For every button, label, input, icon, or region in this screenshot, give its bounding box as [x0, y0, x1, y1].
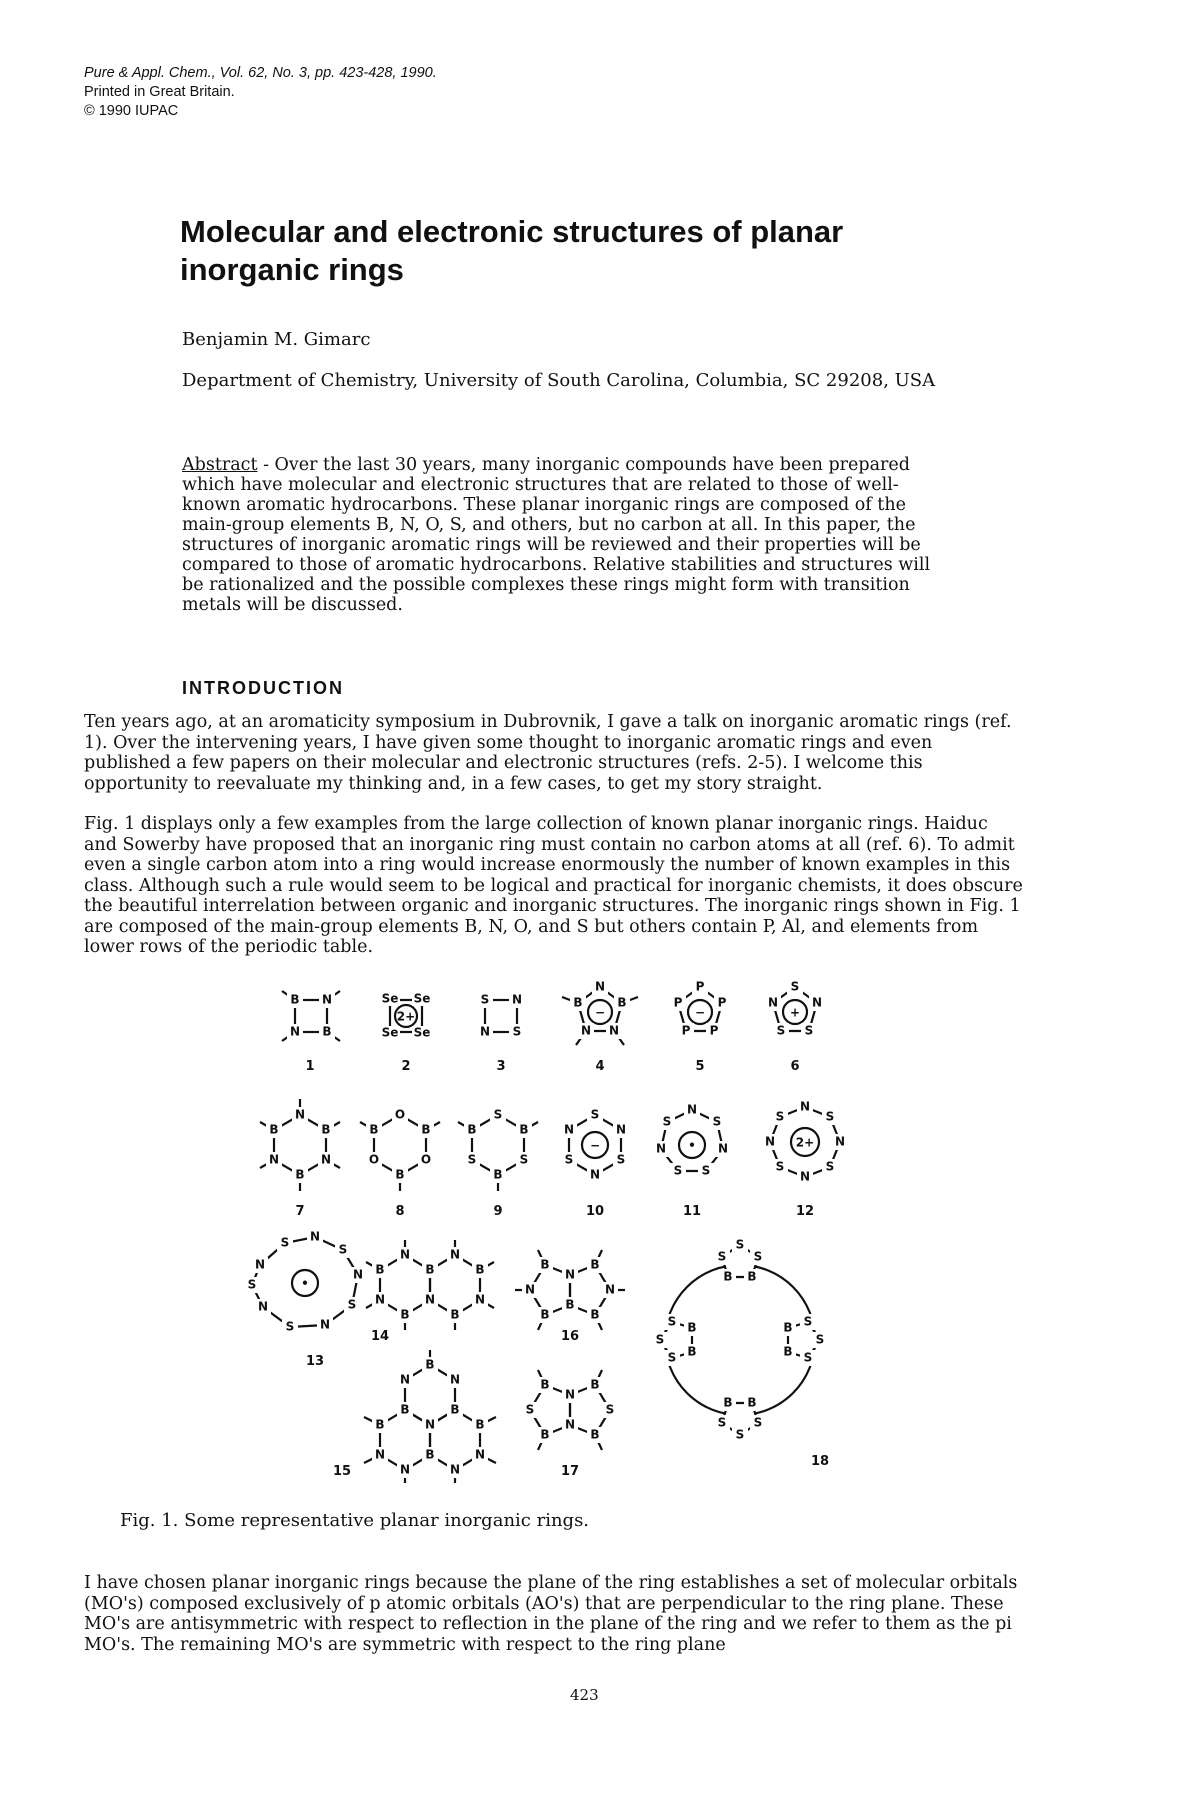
body-paragraph: I have chosen planar inorganic rings because the plane of the ring establishes a set of molecular orbitals (MO's) composed exclusively of p atomic orbitals (AO's) that are perpendicular to the ring plane. These MO's are antisymmetric with respect to reflection in the plane of the ring and we refer to them as the pi MO's. The remaining MO's are symmetric with respect to the ring plane — [84, 1573, 1018, 1655]
structure-3 — [477, 992, 525, 1040]
structure-4 — [562, 979, 638, 1045]
structure-number: 8 — [395, 1204, 405, 1219]
intro-paragraph-2: Fig. 1 displays only a few examples from the large collection of known planar inorganic rings. Haiduc and Sowerby have proposed that an inorganic ring must contain no carbon atoms at all (ref. 6). To admit even a single carbon atom into a ring would increase enormously the number of known examples in this class. Although such a rule would seem to be logical and practical for inorganic chemists, it does obscure the beautiful interrelation between organic and inorganic structures. The inorganic rings shown in Fig. 1 are composed of the main-group elements B, N, O, and S but others contain P, Al, and elements from lower rows of the periodic table. — [84, 814, 1023, 957]
atom-label: S — [776, 1023, 786, 1038]
structure-number: 9 — [493, 1204, 503, 1219]
atom-label: B — [590, 1377, 600, 1392]
copyright: © 1990 IUPAC — [84, 103, 179, 119]
atom-label: B — [369, 1122, 379, 1137]
structure-number: 3 — [496, 1059, 506, 1074]
atom-label: B — [540, 1257, 550, 1272]
printed-location: Printed in Great Britain. — [84, 84, 235, 100]
atom-label: N — [834, 1134, 846, 1149]
atom-label: S — [605, 1402, 615, 1417]
structure-9 — [458, 1107, 538, 1191]
atom-label: N — [511, 992, 523, 1007]
page-number: 423 — [570, 1686, 599, 1704]
atom-label: S — [717, 1415, 727, 1430]
atom-label: B — [783, 1320, 793, 1335]
atom-label: O — [394, 1107, 406, 1122]
atom-label: P — [709, 1023, 719, 1038]
ring-charge: − — [694, 1005, 706, 1020]
fused-ring-left — [652, 1314, 700, 1366]
atom-label: S — [825, 1109, 835, 1124]
abstract-heading: Abstract — [182, 455, 258, 475]
structure-5 — [670, 979, 730, 1039]
atom-label: B — [723, 1269, 733, 1284]
structure-13 — [244, 1229, 366, 1335]
atom-label: N — [321, 992, 333, 1007]
ring-charge: • — [301, 1276, 309, 1291]
atom-label: B — [493, 1167, 503, 1182]
ring-charge: − — [594, 1005, 606, 1020]
atom-label: B — [375, 1417, 385, 1432]
atom-label: N — [399, 1462, 411, 1477]
atom-label: S — [467, 1152, 477, 1167]
atom-label: S — [285, 1319, 295, 1334]
atom-label: S — [717, 1249, 727, 1264]
atom-label: B — [617, 995, 627, 1010]
atom-label: N — [604, 1282, 616, 1297]
atom-label: N — [594, 979, 606, 994]
intro-paragraph-1: Ten years ago, at an aromaticity symposium in Dubrovnik, I gave a talk on inorganic aromatic rings (ref. 1). Over the intervening years, I have given some thought to inorganic aromatic rings and even published a few papers on their molecular and electronic structures (refs. 2-5). I welcome this opportunity to reevaluate my thinking and, in a few cases, to get my story straight. — [84, 712, 1012, 794]
atom-label: S — [667, 1314, 677, 1329]
atom-label: O — [368, 1152, 380, 1167]
atom-label: B — [421, 1122, 431, 1137]
structure-15 — [364, 1350, 496, 1483]
atom-label: S — [667, 1350, 677, 1365]
abstract — [182, 455, 952, 615]
atom-label: P — [673, 995, 683, 1010]
atom-label: S — [775, 1159, 785, 1174]
atom-label: B — [425, 1357, 435, 1372]
atom-label: N — [564, 1387, 576, 1402]
structure-number: 5 — [695, 1059, 705, 1074]
atom-label: S — [564, 1152, 574, 1167]
atom-label: B — [565, 1297, 575, 1312]
atom-label: S — [753, 1249, 763, 1264]
atom-label: B — [590, 1307, 600, 1322]
atom-label: P — [681, 1023, 691, 1038]
atom-label: S — [493, 1107, 503, 1122]
atom-label: N — [449, 1247, 461, 1262]
atom-label: S — [616, 1152, 626, 1167]
atom-label: S — [480, 992, 490, 1007]
atom-label: N — [268, 1152, 280, 1167]
atom-label: S — [712, 1114, 722, 1129]
atom-label: N — [764, 1134, 776, 1149]
figure-caption: Fig. 1. Some representative planar inorganic rings. — [120, 1510, 590, 1531]
atom-label: N — [564, 1417, 576, 1432]
abstract-text: - Over the last 30 years, many inorganic compounds have been prepared which have molecular and electronic structures that are related to those of well-known aromatic hydrocarbons. These planar inorganic rings are composed of the main-group elements B, N, O, S, and others, but no carbon at all. In this paper, the structures of inorganic aromatic rings will be reviewed and their properties will be compared to those of aromatic hydrocarbons. Relative stabilities and structures will be rationalized and the possible complexes these rings might form with transition metals will be discussed. — [182, 455, 931, 615]
atom-label: N — [289, 1024, 301, 1039]
atom-label: N — [254, 1257, 266, 1272]
structure-14 — [366, 1240, 494, 1330]
atom-label: S — [347, 1297, 357, 1312]
atom-label: B — [475, 1417, 485, 1432]
atom-label: B — [400, 1402, 410, 1417]
atom-label: Se — [413, 991, 431, 1006]
atom-label: N — [319, 1317, 331, 1332]
atom-label: N — [615, 1122, 627, 1137]
atom-label: B — [450, 1402, 460, 1417]
structure-1 — [282, 991, 340, 1041]
atom-label: Se — [381, 991, 399, 1006]
atom-label: N — [608, 1023, 620, 1038]
atom-label: Se — [381, 1025, 399, 1040]
atom-label: S — [735, 1427, 745, 1442]
atom-label: B — [395, 1167, 405, 1182]
paper-title: Molecular and electronic structures of planar inorganic rings — [180, 214, 844, 287]
atom-label: S — [753, 1415, 763, 1430]
structure-number: 18 — [810, 1454, 830, 1469]
atom-label: N — [374, 1447, 386, 1462]
atom-label: B — [540, 1377, 550, 1392]
structure-number: 15 — [332, 1464, 352, 1479]
structure-number: 1 — [305, 1059, 315, 1074]
atom-label: B — [590, 1257, 600, 1272]
atom-label: S — [673, 1163, 683, 1178]
atom-label: N — [580, 1023, 592, 1038]
atom-label: S — [519, 1152, 529, 1167]
structure-number: 11 — [682, 1204, 702, 1219]
structure-12 — [762, 1099, 848, 1185]
ring-charge: 2+ — [795, 1135, 815, 1150]
atom-label: N — [257, 1299, 269, 1314]
section-heading-introduction: INTRODUCTION — [182, 678, 344, 698]
atom-label: N — [524, 1282, 536, 1297]
atom-label: S — [247, 1277, 257, 1292]
structure-number: 6 — [790, 1059, 800, 1074]
atom-label: N — [294, 1107, 306, 1122]
structure-18 — [650, 1235, 830, 1443]
atom-label: N — [474, 1292, 486, 1307]
atom-label: N — [799, 1099, 811, 1114]
atom-label: B — [322, 1024, 332, 1039]
atom-label: B — [747, 1269, 757, 1284]
ring-charge: − — [589, 1138, 601, 1153]
atom-label: B — [540, 1427, 550, 1442]
atom-label: P — [717, 995, 727, 1010]
atom-label: N — [799, 1169, 811, 1184]
atom-label: N — [474, 1447, 486, 1462]
structure-number: 12 — [795, 1204, 815, 1219]
atom-label: S — [803, 1314, 813, 1329]
structure-number: 16 — [560, 1329, 580, 1344]
atom-label: N — [767, 995, 779, 1010]
atom-label: N — [717, 1141, 729, 1156]
structure-6 — [765, 979, 825, 1039]
atom-label: N — [686, 1102, 698, 1117]
atom-label: B — [519, 1122, 529, 1137]
ring-charge: + — [789, 1005, 801, 1020]
atom-label: S — [804, 1023, 814, 1038]
structure-11 — [653, 1102, 731, 1179]
atom-label: P — [695, 979, 705, 994]
atom-label: N — [424, 1417, 436, 1432]
atom-label: B — [269, 1122, 279, 1137]
structure-number: 2 — [401, 1059, 411, 1074]
atom-label: S — [662, 1114, 672, 1129]
structure-8 — [360, 1107, 440, 1191]
atom-label: N — [399, 1372, 411, 1387]
structure-number: 14 — [370, 1329, 390, 1344]
atom-label: N — [449, 1372, 461, 1387]
atom-label: B — [540, 1307, 550, 1322]
journal-citation: Pure & Appl. Chem., Vol. 62, No. 3, pp. 423-428, 1990. — [84, 65, 437, 81]
atom-label: B — [425, 1262, 435, 1277]
structure-17 — [522, 1370, 618, 1450]
atom-label: B — [400, 1307, 410, 1322]
author: Benjamin M. Gimarc — [182, 329, 371, 350]
journal-header — [84, 64, 437, 121]
atom-label: S — [590, 1107, 600, 1122]
atom-label: B — [687, 1320, 697, 1335]
atom-label: O — [420, 1152, 432, 1167]
atom-label: N — [320, 1152, 332, 1167]
atom-label: N — [564, 1267, 576, 1282]
atom-label: S — [735, 1237, 745, 1252]
atom-label: N — [479, 1024, 491, 1039]
atom-label: N — [589, 1167, 601, 1182]
atom-label: S — [790, 979, 800, 994]
atom-label: S — [280, 1235, 290, 1250]
atom-label: S — [338, 1242, 348, 1257]
fused-ring-right — [780, 1314, 828, 1366]
atom-label: S — [803, 1350, 813, 1365]
atom-label: S — [775, 1109, 785, 1124]
structure-10 — [561, 1107, 629, 1183]
structure-number: 4 — [595, 1059, 605, 1074]
atom-label: N — [655, 1141, 667, 1156]
atom-label: Se — [413, 1025, 431, 1040]
atom-label: B — [723, 1395, 733, 1410]
atom-label: N — [352, 1267, 364, 1282]
atom-label: B — [687, 1344, 697, 1359]
atom-label: B — [573, 995, 583, 1010]
atom-label: N — [309, 1229, 321, 1244]
atom-label: S — [815, 1332, 825, 1347]
structure-2 — [380, 992, 432, 1041]
atom-label: S — [525, 1402, 535, 1417]
fused-ring-top — [714, 1237, 766, 1285]
atom-label: B — [747, 1395, 757, 1410]
atom-label: N — [374, 1292, 386, 1307]
structure-number: 17 — [560, 1464, 580, 1479]
atom-label: N — [811, 995, 823, 1010]
atom-label: B — [321, 1122, 331, 1137]
atom-label: N — [424, 1292, 436, 1307]
fused-ring-bottom — [714, 1395, 766, 1443]
atom-label: N — [449, 1462, 461, 1477]
figure-1-inorganic-rings — [230, 965, 990, 1485]
atom-label: N — [563, 1122, 575, 1137]
atom-label: B — [375, 1262, 385, 1277]
atom-label: B — [295, 1167, 305, 1182]
atom-label: B — [450, 1307, 460, 1322]
ring-charge: • — [688, 1138, 696, 1153]
atom-label: B — [590, 1427, 600, 1442]
atom-label: S — [655, 1332, 665, 1347]
ring-charge: 2+ — [396, 1009, 416, 1024]
structure-number: 10 — [585, 1204, 605, 1219]
atom-label: B — [467, 1122, 477, 1137]
structure-number: 13 — [305, 1354, 325, 1369]
atom-label: S — [701, 1163, 711, 1178]
affiliation: Department of Chemistry, University of South Carolina, Columbia, SC 29208, USA — [182, 370, 936, 391]
atom-label: B — [475, 1262, 485, 1277]
atom-label: S — [512, 1024, 522, 1039]
atom-label: B — [290, 992, 300, 1007]
structure-16 — [515, 1250, 625, 1330]
atom-label: B — [783, 1344, 793, 1359]
atom-label: N — [399, 1247, 411, 1262]
structure-7 — [260, 1099, 340, 1191]
atom-label: S — [825, 1159, 835, 1174]
atom-label: B — [425, 1447, 435, 1462]
structure-number: 7 — [295, 1204, 305, 1219]
